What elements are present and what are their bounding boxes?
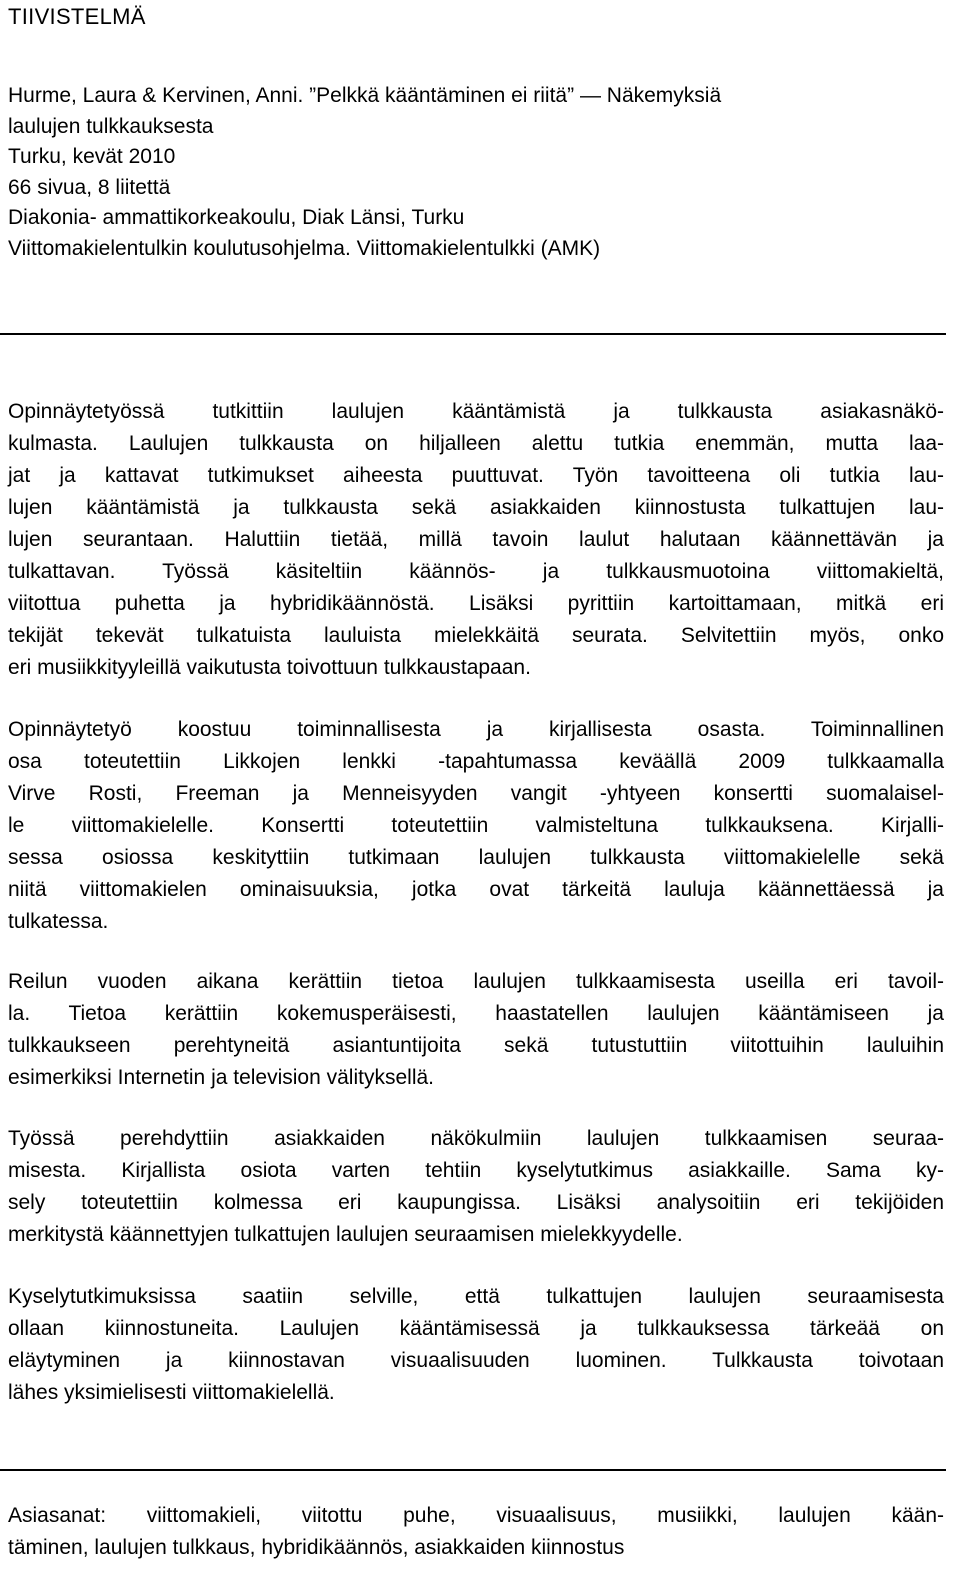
abstract-paragraph-4 (8, 1123, 944, 1251)
paragraph-line: osa toteutettiin Likkojen lenkki -tapahtumassa keväällä 2009 tulkkaamalla (8, 750, 944, 773)
meta-line: 66 sivua, 8 liitettä (8, 175, 171, 199)
paragraph-line: sessa osiossa keskityttiin tutkimaan laulujen tulkkausta viittomakielelle sekä (8, 846, 944, 869)
paragraph-line: ollaan kiinnostuneita. Laulujen kääntämisessä ja tulkkauksessa tärkeää on (8, 1317, 944, 1340)
paragraph-line: Opinnäytetyö koostuu toiminnallisesta ja kirjallisesta osasta. Toiminnallinen (8, 718, 944, 741)
meta-line: Diakonia- ammattikorkeakoulu, Diak Länsi, Turku (8, 206, 465, 229)
meta-line: laulujen tulkkauksesta (8, 114, 214, 138)
paragraph-line: Opinnäytetyössä tutkittiin laulujen kääntämistä ja tulkkausta asiakasnäkö- (8, 400, 944, 423)
meta-line: Viittomakielentulkin koulutusohjelma. Viittomakielentulkki (AMK) (8, 236, 601, 260)
meta-line: Turku, kevät 2010 (8, 145, 176, 168)
meta-line: Hurme, Laura & Kervinen, Anni. ”Pelkkä kääntäminen ei riitä” — Näkemyksiä (8, 84, 722, 107)
paragraph-line: esimerkiksi Internetin ja television välityksellä. (8, 1066, 434, 1089)
abstract-paragraph-5 (8, 1281, 944, 1409)
keywords-line: Asiasanat: viittomakieli, viitottu puhe, visuaalisuus, musiikki, laulujen kään- (8, 1504, 944, 1527)
paragraph-line: Virve Rosti, Freeman ja Menneisyyden vangit -yhtyeen konsertti suomalaisel- (8, 782, 944, 805)
paragraph-line: lujen seurantaan. Haluttiin tietää, millä tavoin laulut halutaan käännettävän ja (8, 528, 944, 551)
abstract-heading: TIIVISTELMÄ (8, 4, 146, 29)
abstract-paragraph-3 (8, 966, 944, 1094)
paragraph-line: tulkatessa. (8, 910, 109, 933)
paragraph-line: Työssä perehdyttiin asiakkaiden näkökulmiin laulujen tulkkaamisen seuraa- (8, 1127, 944, 1150)
paragraph-line: eri musiikkityyleillä vaikutusta toivottuun tulkkaustapaan. (8, 656, 531, 679)
paragraph-line: misesta. Kirjallista osiota varten tehtiin kyselytutkimus asiakkaille. Sama ky- (8, 1159, 944, 1182)
paragraph-line: jat ja kattavat tutkimukset aiheesta puuttuvat. Työn tavoitteena oli tutkia lau- (8, 464, 944, 487)
paragraph-line: kulmasta. Laulujen tulkkausta on hiljalleen alettu tutkia enemmän, mutta laa- (8, 432, 944, 455)
paragraph-line: la. Tietoa kerättiin kokemusperäisesti, haastatellen laulujen kääntämiseen ja (8, 1002, 944, 1025)
paragraph-line: viitottua puhetta ja hybridikäännöstä. Lisäksi pyrittiin kartoittamaan, mitkä eri (8, 592, 944, 615)
horizontal-divider-top (0, 333, 946, 335)
paragraph-line: Reilun vuoden aikana kerättiin tietoa laulujen tulkkaamisesta useilla eri tavoil- (8, 970, 944, 993)
paragraph-line: lähes yksimielisesti viittomakielellä. (8, 1381, 335, 1404)
bibliographic-info (8, 81, 721, 264)
paragraph-line: tulkattavan. Työssä käsiteltiin käännös- ja tulkkausmuotoina viittomakieltä, (8, 560, 944, 583)
paragraph-line: niitä viittomakielen ominaisuuksia, jotka ovat tärkeitä lauluja käännettäessä ja (8, 878, 944, 901)
keywords (8, 1500, 944, 1564)
abstract-paragraph-2 (8, 714, 944, 938)
horizontal-divider-bottom (0, 1469, 946, 1471)
paragraph-line: le viittomakielelle. Konsertti toteutettiin valmisteltuna tulkkauksena. Kirjalli- (8, 814, 944, 837)
abstract-paragraph-1 (8, 396, 944, 684)
paragraph-line: lujen kääntämistä ja tulkkausta sekä asiakkaiden kiinnostusta tulkattujen lau- (8, 496, 944, 519)
keywords-line: täminen, laulujen tulkkaus, hybridikäännös, asiakkaiden kiinnostus (8, 1536, 625, 1559)
paragraph-line: eläytyminen ja kiinnostavan visuaalisuuden luominen. Tulkkausta toivotaan (8, 1349, 944, 1372)
paragraph-line: Kyselytutkimuksissa saatiin selville, että tulkattujen laulujen seuraamisesta (8, 1285, 944, 1308)
paragraph-line: tekijät tekevät tulkatuista lauluista mielekkäitä seurata. Selvitettiin myös, onko (8, 624, 944, 647)
paragraph-line: sely toteutettiin kolmessa eri kaupungissa. Lisäksi analysoitiin eri tekijöiden (8, 1191, 944, 1214)
paragraph-line: tulkkaukseen perehtyneitä asiantuntijoita sekä tutustuttiin viitottuihin lauluihin (8, 1034, 944, 1057)
paragraph-line: merkitystä käännettyjen tulkattujen laulujen seuraamisen mielekkyydelle. (8, 1223, 683, 1246)
